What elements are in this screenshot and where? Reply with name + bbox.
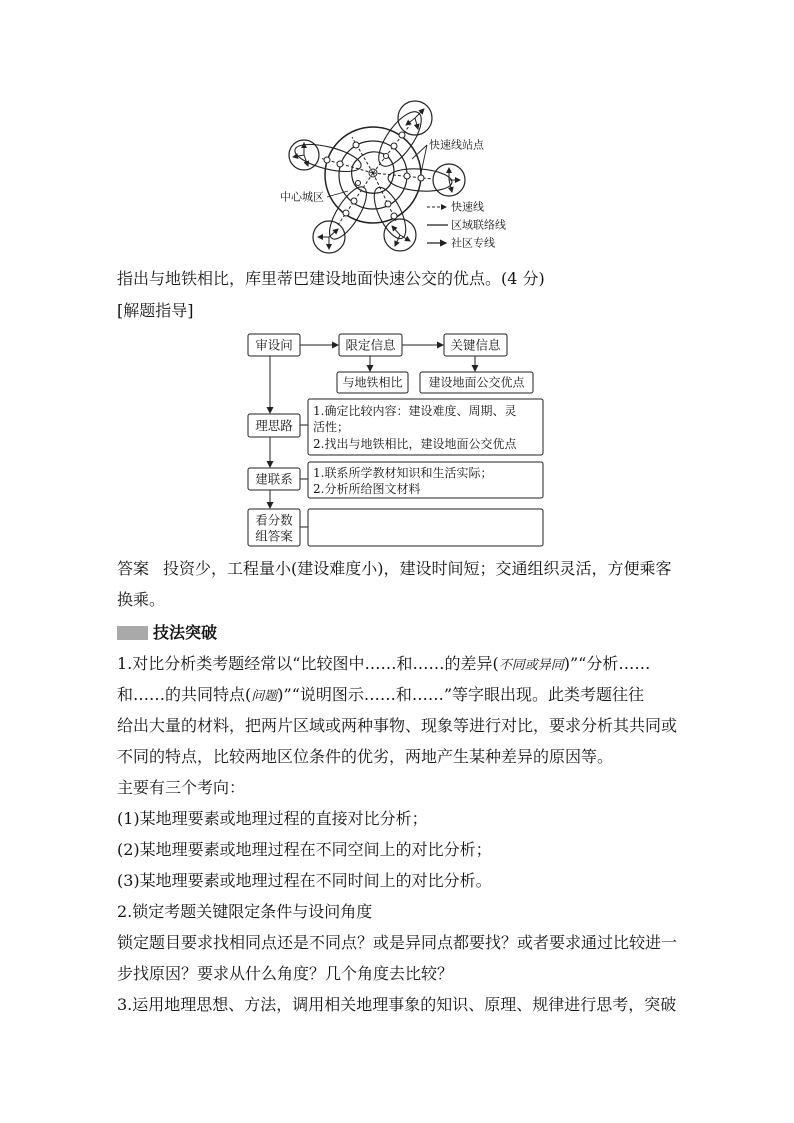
p2-line-1: 锁定题目要求找相同点还是不同点？或是异同点都要找？或者要求通过比较进一 — [117, 933, 678, 952]
box-key-detail — [420, 372, 533, 393]
box-limit-detail — [337, 372, 408, 393]
link-line-2: 2.分析所给图文材料 — [313, 482, 421, 496]
legend-express-label: 快速线 — [451, 200, 484, 214]
answer-text-2: 换乘。 — [117, 590, 166, 609]
question-block — [117, 263, 545, 327]
question-text: 指出与地铁相比，库里蒂巴建设地面快速公交的优点。(4 分) — [117, 269, 545, 288]
district-circle — [433, 164, 465, 196]
legend-community-label: 社区专线 — [451, 236, 495, 250]
direction-item-2: (2)某地理要素或地理过程在不同空间上的对比分析； — [117, 840, 492, 859]
p1-line-2-text: 和……的共同特点( — [117, 685, 252, 704]
district-circle — [398, 101, 432, 135]
p1-line-1 — [117, 648, 677, 679]
p1-line-1-text: 1.对比分析类考题经常以“比较图中……和……的差异( — [117, 654, 499, 673]
box-review-question — [248, 334, 300, 356]
box-build-link-label: 建联系 — [255, 471, 293, 487]
district-circle — [384, 219, 416, 251]
p3-line-1: 3.运用地理思想、方法，调用相关地理事象的知识、原理、规律进行思考，突破 — [117, 995, 677, 1014]
box-sort-thinking — [248, 414, 300, 437]
p1-line-1-tail: )”“分析…… — [563, 654, 651, 673]
link-line-1: 1.联系所学教材知识和生活实际； — [313, 466, 493, 480]
p1-line-2 — [117, 679, 677, 710]
box-score-content — [308, 509, 543, 546]
answer-block — [117, 553, 672, 615]
sort-line-3: 2.找出与地铁相比，建设地面公交优点 — [313, 437, 517, 451]
box-key-detail-label: 建设地面公交优点 — [428, 375, 525, 390]
answer-line-1 — [117, 553, 672, 584]
section-title: 技法突破 — [153, 623, 218, 642]
direction-item-3: (3)某地理要素或地理过程在不同时间上的对比分析。 — [117, 871, 492, 890]
directions-intro: 主要有三个考向： — [117, 778, 246, 797]
box-sort-content — [308, 399, 543, 455]
box-limit-info-label: 限定信息 — [345, 337, 396, 353]
p1-line-3: 给出大量的材料，把两片区域或两种事物、现象等进行对比，要求分析其共同或 — [117, 716, 678, 735]
sort-line-1: 1.确定比较内容：建设难度、周期、灵 — [313, 404, 517, 418]
guide-flowchart — [240, 328, 550, 553]
score-line-1: 看分数 — [255, 512, 293, 528]
p1-line-1-italic: 不同或异同 — [498, 658, 564, 673]
box-limit-info — [339, 334, 402, 356]
p2-line-2: 步找原因？要求从什么角度？几个角度去比较？ — [117, 964, 454, 983]
technique-body — [117, 648, 677, 1020]
p1-line-4: 不同的特点，比较两地区位条件的优劣，两地产生某种差异的原因等。 — [117, 747, 614, 766]
box-key-info-label: 关键信息 — [450, 337, 501, 353]
station-label: 快速线站点 — [429, 138, 484, 152]
legend-regional-label: 区域联络线 — [451, 218, 506, 232]
p1-line-2-tail: )”“说明图示……和……”等字眼出现。此类考题往往 — [277, 685, 645, 704]
transit-network-figure — [270, 95, 530, 260]
legend — [427, 200, 506, 250]
box-build-link — [248, 468, 300, 490]
answer-text-1: 投资少，工程量小(建设难度小)，建设时间短；交通组织灵活，方便乘客 — [163, 559, 672, 578]
guide-heading: [解题指导] — [117, 301, 194, 320]
box-link-content — [308, 462, 543, 498]
sort-line-2: 活性； — [313, 420, 350, 434]
box-score-answer — [248, 509, 300, 546]
p1-line-2-italic: 问题 — [251, 689, 278, 704]
box-sort-thinking-label: 理思路 — [255, 418, 293, 433]
answer-label: 答案 — [117, 559, 150, 578]
district-circle — [289, 140, 319, 170]
section-marker-bar — [117, 626, 148, 640]
box-review-question-label: 审设问 — [255, 337, 293, 353]
p2-title: 2.锁定考题关键限定条件与设问角度 — [117, 902, 373, 921]
direction-item-1: (1)某地理要素或地理过程的直接对比分析； — [117, 809, 428, 828]
score-line-2: 组答案 — [255, 528, 293, 544]
box-key-info — [444, 334, 507, 356]
center-city-label: 中心城区 — [280, 190, 324, 204]
box-limit-detail-label: 与地铁相比 — [342, 375, 403, 390]
